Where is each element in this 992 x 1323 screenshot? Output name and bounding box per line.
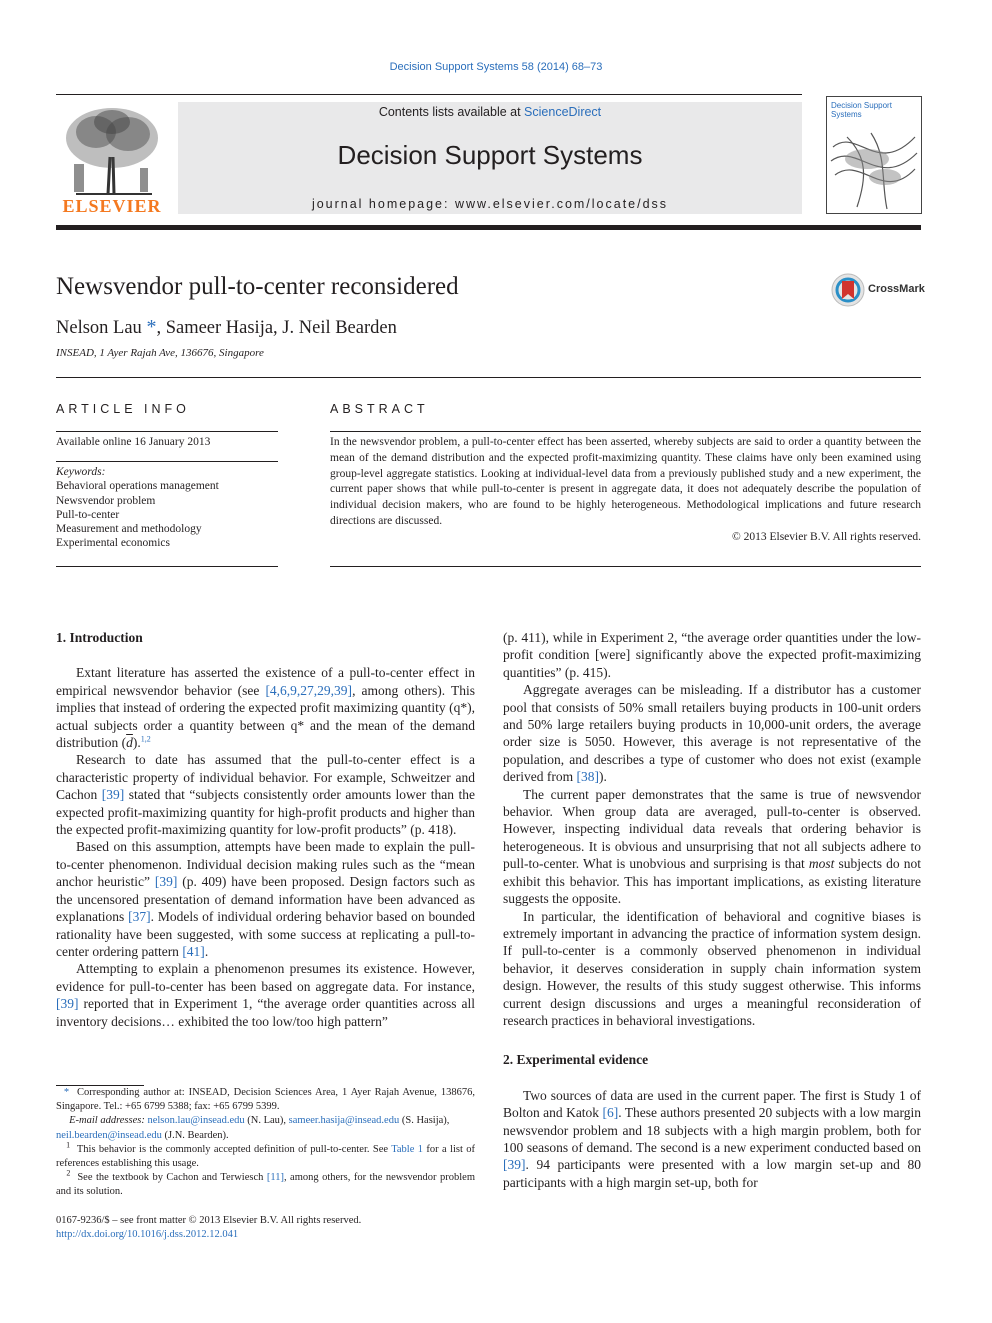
article-info-bottom-rule: [56, 566, 278, 567]
article-title: Newsvendor pull-to-center reconsidered: [56, 273, 459, 300]
mean-demand-symbol: $\overline{d}$: [126, 735, 133, 751]
footnote-2: $^2$ See the textbook by Cachon and Terwiesch [11], among others, for the newsvendor problem and its solution.: [56, 1168, 476, 1198]
paragraph: (p. 411), while in Experiment 2, “the average order quantities under the low-profit condition [were] significantly above the expected profit-maximizing quantities” (p. 415).: [503, 630, 921, 680]
other-authors: , Sameer Hasija, J. Neil Bearden: [156, 318, 397, 338]
table-link[interactable]: Table 1: [391, 1143, 424, 1155]
header-bottom-rule: [56, 225, 921, 230]
email-link[interactable]: nelson.lau@insead.edu: [147, 1115, 245, 1127]
abstract-heading: ABSTRACT: [330, 402, 429, 416]
citation-link[interactable]: [39]: [503, 1157, 526, 1173]
elsevier-wordmark: ELSEVIER: [62, 196, 162, 216]
paragraph: Attempting to explain a phenomenon presumes its existence. However, evidence for pull-to-center has been based on aggregate data. For instance, [39] reported that in Experiment 1, “the average order quantities across all inventory decisions… exhibited the too low/too high pattern”: [56, 961, 475, 1029]
citation-link[interactable]: [37]: [128, 909, 151, 925]
keywords-rule: [56, 461, 278, 462]
footnote-1: $^1$ This behavior is the commonly accepted definition of pull-to-center. See Table 1 for a list of references establishing this usage.: [56, 1140, 476, 1170]
crossmark-badge[interactable]: [830, 270, 924, 310]
body-column-right: [503, 629, 921, 1191]
crossmark-icon: [830, 272, 866, 308]
keyword: Newsvendor problem: [56, 494, 156, 507]
keywords-label: Keywords:: [56, 466, 106, 478]
sciencedirect-link[interactable]: ScienceDirect: [524, 105, 602, 119]
section-heading-experimental-evidence: 2. Experimental evidence: [503, 1052, 649, 1068]
citation-link[interactable]: [39]: [154, 874, 178, 890]
body-column-left: [56, 629, 475, 1030]
front-matter-line: 0167-9236/$ – see front matter © 2013 Elsevier B.V. All rights reserved.: [56, 1215, 362, 1226]
paragraph: Research to date has assumed that the pull-to-center effect is a characteristic property of individual behavior. For example, Schweitzer and Cachon [39] stated that “subjects consistently order amounts lower than the expected profit-maximizing quantity for high-profit products and higher than the expected profit-maximizing quantity for low-profit products” (p. 418).: [56, 752, 475, 838]
issn-block: [56, 1214, 475, 1242]
footnote-ref[interactable]: 1,2: [140, 734, 151, 744]
abstract-body: [330, 435, 921, 546]
cover-title: Decision Support Systems: [831, 101, 892, 119]
corresponding-author-mark[interactable]: *: [146, 316, 157, 338]
section-heading-introduction: 1. Introduction: [56, 630, 143, 645]
abstract-bottom-rule: [330, 566, 921, 567]
cover-illustration: [827, 117, 921, 213]
citation-link[interactable]: [41]: [182, 943, 205, 959]
paragraph: Extant literature has asserted the existence of a pull-to-center effect in empirical newsvendor behavior (see [4,6,9,27,29,39], among others). This implies that instead of ordering the expected profit maximizing quantity (q*), actual subjects order a quantity between q* and the mean of the demand distribution $(\overline{d}).^{1,2}$: [56, 665, 475, 751]
citation-link[interactable]: [38]: [576, 769, 599, 785]
footnotes: [56, 1086, 475, 1200]
paragraph: Based on this assumption, attempts have been made to explain the pull-to-center phenomenon. Individual decision making rules such as the “mean anchor heuristic” [39] (p. 409) have been proposed. Design factors such as the uncensored presentation of demand information have been advanced as explanations [37]. Models of individual ordering behavior based on bounded rationality have been suggested, with some success at replicating a pull-to-center ordering pattern [41].: [56, 839, 476, 959]
journal-name: Decision Support Systems: [337, 140, 643, 170]
contents-prefix: Contents lists available at: [378, 105, 525, 119]
abstract-copyright: © 2013 Elsevier B.V. All rights reserved.: [732, 530, 921, 543]
homepage-prefix: journal homepage:: [311, 197, 455, 211]
available-online-date: Available online 16 January 2013: [56, 436, 211, 448]
abstract-rule: [330, 431, 921, 432]
keyword: Pull-to-center: [56, 508, 120, 521]
crossmark-label: CrossMark: [868, 283, 925, 295]
contents-line: [178, 105, 802, 119]
email-link[interactable]: neil.bearden@insead.edu: [56, 1129, 162, 1141]
keyword: Behavioral operations management: [56, 480, 219, 493]
paragraph: The current paper demonstrates that the same is true of newsvendor behavior. When group data are averaged, pull-to-center is observed. However, inspecting individual data reveals that ordering behavior is heterogeneous. It is obvious and unsurprising that not all subjects adhere to pull-to-center. What is unobvious and surprising is that most subjects do not exhibit this behavior. This has important implications, as existing literature suggests the opposite.: [503, 786, 921, 907]
paragraph: Aggregate averages can be misleading. If a distributor has a customer pool that consists of 50% small retailers buying products in 100-unit orders and 50% large retailers buying products in 10,000-unit orders, the average order size is 5050. However, this average is not representative of the population, and describes a type of customer who does not exist (example derived from [38]).: [503, 682, 921, 785]
email-link[interactable]: sameer.hasija@insead.edu: [288, 1115, 400, 1127]
affiliation: INSEAD, 1 Ayer Rajah Ave, 136676, Singapore: [56, 347, 264, 359]
abstract-text: In the newsvendor problem, a pull-to-center effect has been asserted, whereby subjects are said to order a quantity between the mean of the demand distribution and the expected profit-maximizing quantity. These claims have only been examined using group-level aggregate statistics. Looking at individual-level data from a previously published study and a new experiment, the current paper shows that while pull-to-center is present in aggregate data, it does not adequately describe the population of individual decision makers, who are found to be highly heterogeneous. Methodological implications and future research directions are discussed.: [330, 436, 921, 527]
email-label: E-mail addresses:: [69, 1115, 145, 1127]
author-lau: Nelson Lau: [56, 318, 142, 338]
keyword: Experimental economics: [56, 537, 171, 550]
journal-reference[interactable]: Decision Support Systems 58 (2014) 68–73: [389, 61, 603, 73]
citation-link[interactable]: [6]: [602, 1105, 619, 1121]
article-info-rule: [56, 431, 278, 432]
footnote-star-mark[interactable]: *: [63, 1087, 70, 1098]
footnote-corresponding: * Corresponding author at: INSEAD, Decision Sciences Area, 1 Ayer Rajah Avenue, 138676, Singapore. Tel.: +65 6799 5388; fax: +65 6799 5399.: [56, 1087, 476, 1113]
keywords-block: [56, 465, 278, 551]
doi-link[interactable]: http://dx.doi.org/10.1016/j.dss.2012.12.041: [56, 1229, 239, 1241]
citation-link[interactable]: [4,6,9,27,29,39]: [265, 682, 353, 698]
citation-link[interactable]: [39]: [56, 996, 79, 1012]
paragraph: Two sources of data are used in the current paper. The first is Study 1 of Bolton and Katok [6]. These authors presented 20 subjects with a low margin newsvendor problem and 18 subjects with a high margin problem, both for 100 seasons of demand. The second is a new experiment conducted based on [39]. 94 participants were presented with a low margin set-up and 80 participants with a high margin set-up, both for: [503, 1087, 921, 1190]
citation-link[interactable]: [11]: [266, 1172, 284, 1184]
author-list: [56, 316, 397, 339]
homepage-link[interactable]: www.elsevier.com/locate/dss: [454, 197, 669, 211]
article-info-heading: ARTICLE INFO: [56, 402, 190, 416]
header-top-rule: [56, 94, 802, 95]
keyword: Measurement and methodology: [56, 523, 202, 536]
journal-cover-thumbnail[interactable]: [826, 96, 922, 214]
citation-link[interactable]: [39]: [101, 787, 125, 803]
title-rule: [56, 377, 921, 378]
journal-homepage: [178, 197, 802, 211]
footnote-emails: E-mail addresses: nelson.lau@insead.edu (N. Lau), sameer.hasija@insead.edu (S. Hasija), neil.bearden@insead.edu (J.N. Bearden).: [56, 1115, 450, 1141]
paragraph: In particular, the identification of behavioral and cognitive biases is extremely important in advancing the practice of information system design. If pull-to-center is a commonly observed phenomenon in individual behavior, it deserves consideration in supply chain information system design. However, the results of this study suggest otherwise. This informs current design discussions and urges a meaningful reconsideration of research practices in behavioral investigations.: [503, 908, 921, 1028]
